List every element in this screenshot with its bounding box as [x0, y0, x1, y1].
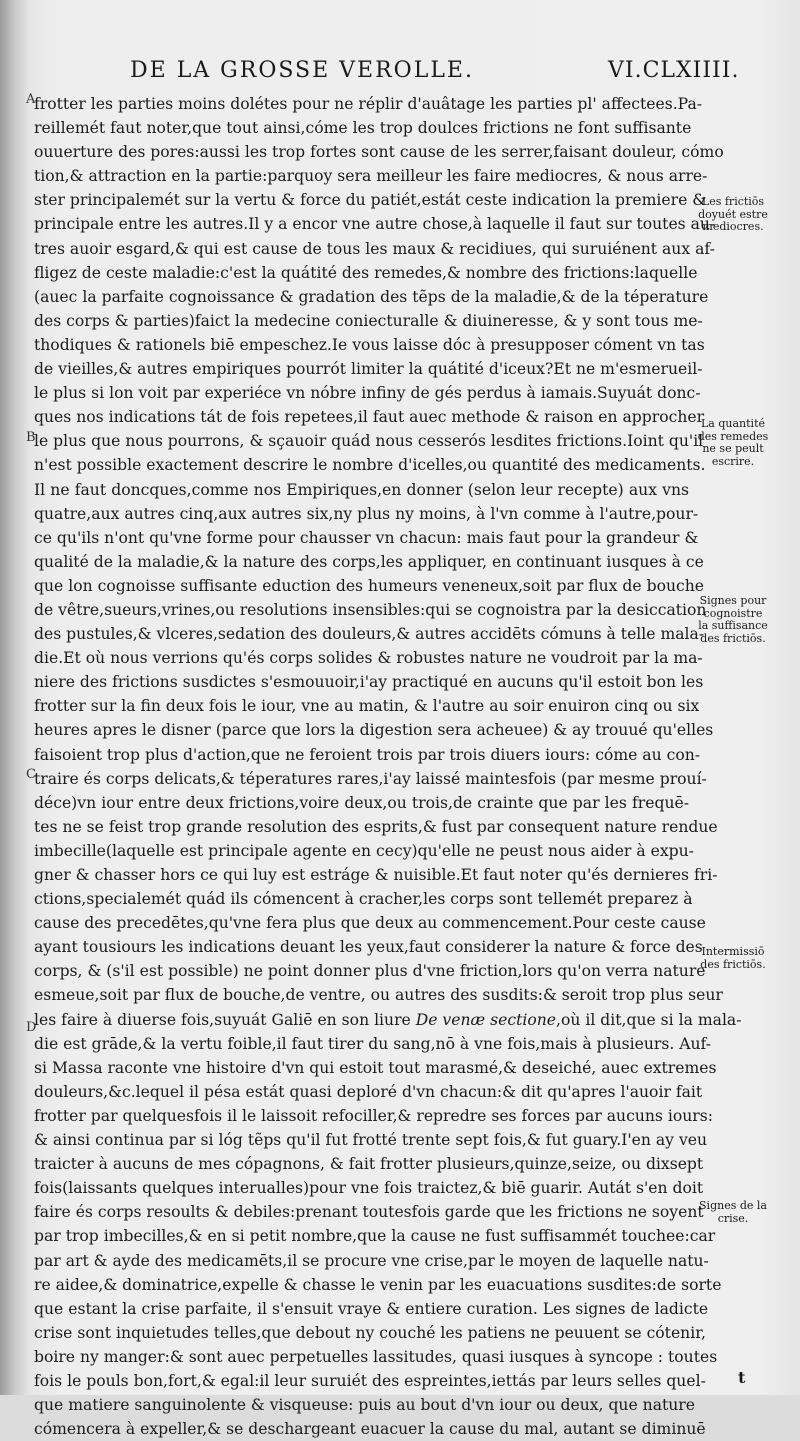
running-title: DE LA GROSSE VEROLLE.	[130, 58, 474, 83]
text-line: & ainsi continua par si lóg tẽps qu'il fut frotté trente sept fois,& fut guary.I'en ay veu	[34, 1131, 708, 1150]
text-line: die est grāde,& la vertu foible,il faut tirer du sang,nō à vne fois,mais à plusieurs. Auf-	[34, 1034, 712, 1053]
text-line: de vêtre,sueurs,vrines,ou resolutions insensibles:qui se cognoistra par la desiccation	[34, 600, 707, 619]
text-line: quatre,aux autres cinq,aux autres six,ny plus ny moins, à l'vn comme à l'autre,pour-	[34, 504, 699, 523]
margin-note-line: Intermissiō	[701, 945, 765, 958]
text-line: que estant la crise parfaite, il s'ensuit vraye & entiere curation. Les signes de ladicte	[34, 1299, 709, 1318]
text-line: gner & chasser hors ce qui luy est estráge & nuisible.Et faut noter qu'és dernieres fri-	[34, 866, 718, 884]
margin-note-line: ne se peult	[702, 442, 764, 455]
text-line: des pustules,& vlceres,sedation des douleurs,& autres accidēts cómuns à telle mala-	[34, 625, 705, 644]
text-line: tres auoir esgard,& qui est cause de tous les maux & recidiues, qui suruiénent aux af-	[34, 239, 715, 258]
margin-note-line: des frictiōs.	[700, 957, 766, 971]
signature-mark: t	[738, 1368, 746, 1387]
text-line: die.Et où nous verrions qu'és corps solides & robustes nature ne voudroit par la ma-	[34, 649, 703, 668]
margin-note	[690, 595, 776, 645]
text-line: frotter sur la fin deux fois le iour, vne au matin, & l'autre au soir enuiron cinq ou six	[34, 697, 700, 716]
text-line: esmeue,soit par flux de bouche,de ventre, ou autres des susdits:& seroit trop plus seur	[34, 986, 723, 1005]
section-marker-d: D	[26, 1020, 37, 1035]
text-line: ster principalemét sur la vertu & force du patiét,estát ceste indication la premiere &	[34, 191, 707, 210]
text-line: niere des frictions susdictes s'esmouuoir,i'ay practiqué en aucuns qu'il estoit bon les	[34, 673, 704, 692]
text-line: boire ny manger:& sont auec perpetuelles lassitudes, quasi iusques à syncope : toutes	[34, 1347, 718, 1366]
text-line: tes ne se feist trop grande resolution des esprits,& fust par consequent nature rendue	[34, 817, 718, 836]
text-line: imbecille(laquelle est principale agente en cecy)qu'elle ne peust nous aider à expu-	[34, 841, 694, 860]
margin-note	[690, 946, 776, 971]
margin-note-line: Signes pour	[699, 594, 767, 607]
margin-note-line: des frictiōs.	[700, 631, 766, 645]
margin-note-line: Signes de la	[699, 1199, 767, 1212]
text-line: fligez de ceste maladie:c'est la quátité des remedes,& nombre des frictions:laquelle	[34, 263, 698, 282]
text-line: fois(laissants quelques interualles)pour vne fois traictez,& biē guarir. Autát s'en doit	[34, 1179, 704, 1198]
text-line: cause des precedētes,qu'vne fera plus que deux au commencement.Pour ceste cause	[34, 914, 706, 933]
text-line: des corps & parties)faict la medecine coniecturalle & diuineresse, & y sont tous me-	[34, 311, 703, 330]
margin-note-line: cognoistre	[703, 606, 763, 620]
text-line: traire és corps delicats,& téperatures rares,i'ay laissé maintesfois (par mesme prouí-	[34, 769, 707, 788]
text-line: douleurs,&c.lequel il pésa estát quasi deploré d'vn chacun:& dit qu'apres l'auoir fait	[34, 1082, 703, 1101]
margin-note	[690, 196, 776, 234]
section-marker-b: B	[26, 430, 36, 445]
margin-note-line: des remedes	[697, 429, 769, 443]
margin-note-line: crise.	[717, 1211, 749, 1225]
text-line: ctions,specialemét quád ils cómencent à cracher,les corps sont tellemét preparez à	[34, 890, 693, 909]
text-line: (auec la parfaite cognoissance & gradation des tẽps de la maladie,& de la téperature	[34, 287, 709, 306]
text-line: tion,& attraction en la partie:parquoy sera meilleur les faire mediocres, & nous arre-	[34, 167, 708, 186]
text-line: Il ne faut doncques,comme nos Empiriques,en donner (selon leur recepte) aux vns	[34, 480, 689, 499]
text-line: heures apres le disner (parce que lors la digestion sera acheuee) & ay trouué qu'elles	[34, 721, 714, 740]
text-line: de vieilles,& autres empiriques pourrót limiter la quátité d'iceux?Et ne m'esmerueil-	[34, 360, 703, 379]
text-line: si Massa raconte vne histoire d'vn qui estoit tout marasmé,& deseiché, auec extremes	[34, 1058, 717, 1077]
folio-number: VI.CLXIIII.	[608, 58, 740, 83]
text-line: frotter par quelquesfois il le laissoit refociller,& repredre ses forces par aucuns iours:	[34, 1106, 713, 1125]
italic-title: De venæ sectione	[415, 1010, 556, 1029]
text-line: re aidee,& dominatrice,expelle & chasse le venin par les euacuations susdites:de sorte	[34, 1275, 722, 1294]
text-line: que matiere sanguinolente & visqueuse: puis au bout d'vn iour ou deux, que nature	[34, 1396, 695, 1415]
text-line: ayant tousiours les indications deuant les yeux,faut considerer la nature & force des	[34, 938, 703, 957]
text-line: n'est possible exactement descrire le nombre d'icelles,ou quantité des medicaments.	[34, 456, 706, 475]
text-line: par trop imbecilles,& en si petit nombre,que la cause ne fust suffisammét touchee:car	[34, 1227, 716, 1246]
text-line: les faire à diuerse fois,suyuát Galiē en son liure De venæ sectione,où il dit,que si la mala-	[34, 1010, 742, 1029]
margin-note-line: escrire.	[711, 454, 755, 468]
text-line: par art & ayde des medicamēts,il se procure vne crise,par le moyen de laquelle natu-	[34, 1251, 709, 1270]
text-line: frotter les parties moins dolétes pour ne réplir d'auâtage les parties pl' affectees.Pa-	[34, 95, 703, 113]
margin-note	[690, 1200, 776, 1225]
text-line: reillemét faut noter,que tout ainsi,cóme les trop doulces frictions ne font suffisante	[34, 119, 692, 138]
text-line: ouuerture des pores:aussi les trop fortes sont cause de les serrer,faisant douleur, cómo	[34, 143, 724, 162]
text-line: le plus si lon voit par experiéce vn nóbre infiny de gés perdus à iamais.Suyuát donc-	[34, 384, 701, 403]
margin-note-line: Les frictiōs	[701, 195, 765, 208]
margin-note-line: la suffisance	[698, 619, 768, 632]
margin-note	[690, 418, 776, 468]
margin-note-line: doyuét estre	[698, 207, 768, 221]
margin-note-line: La quantité	[701, 417, 765, 430]
text-line: que lon cognoisse suffisante eduction des humeurs veneneux,soit par flux de bouche	[34, 576, 705, 595]
text-line: thodiques & rationels biē empeschez.Ie vous laisse dóc à presupposer cóment vn tas	[34, 335, 705, 354]
text-line: crise sont inquietudes telles,que debout ny couché les patiens ne peuuent se cótenir,	[34, 1323, 706, 1342]
text-line: faire és corps resoults & debiles:prenant toutesfois garde que les frictions ne soyent	[34, 1203, 704, 1222]
text-line: qualité de la maladie,& la nature des corps,les appliquer, en continuant iusques à ce	[34, 552, 704, 571]
page-header	[0, 58, 800, 88]
text-line: cómencera à expeller,& se deschargeant euacuer la cause du mal, autant se diminuē	[34, 1420, 706, 1439]
text-line: ce qu'ils n'ont qu'vne forme pour chausser vn chacun: mais faut pour la grandeur &	[34, 528, 699, 547]
section-marker-c: C	[26, 767, 36, 782]
text-line: traicter à aucuns de mes cópagnons, & fait frotter plusieurs,quinze,seize, ou dixsept	[34, 1155, 704, 1174]
text-line: ques nos indications tát de fois repetees,il faut auec methode & raison en approcher	[34, 408, 705, 427]
text-line: faisoient trop plus d'action,que ne feroient trois par trois diuers iours: cóme au con-	[34, 745, 701, 764]
text-line: le plus que nous pourrons, & sçauoir quád nous cesserós lesdites frictions.Ioint qu'il	[34, 432, 704, 451]
margin-note-line: mediocres.	[702, 220, 764, 233]
text-line: déce)vn iour entre deux frictions,voire deux,ou trois,de crainte que par les frequē-	[34, 793, 689, 812]
section-marker-a: A	[26, 92, 36, 107]
text-line: corps, & (s'il est possible) ne point donner plus d'vne friction,lors qu'on verra nature	[34, 962, 706, 981]
text-line: principale entre les autres.Il y a encor vne autre chose,à laquelle il faut sur toutes au-	[34, 215, 716, 234]
text-line: fois le pouls bon,fort,& egal:il leur suruiét des espreintes,iettás par leurs selles quel-	[34, 1371, 706, 1390]
